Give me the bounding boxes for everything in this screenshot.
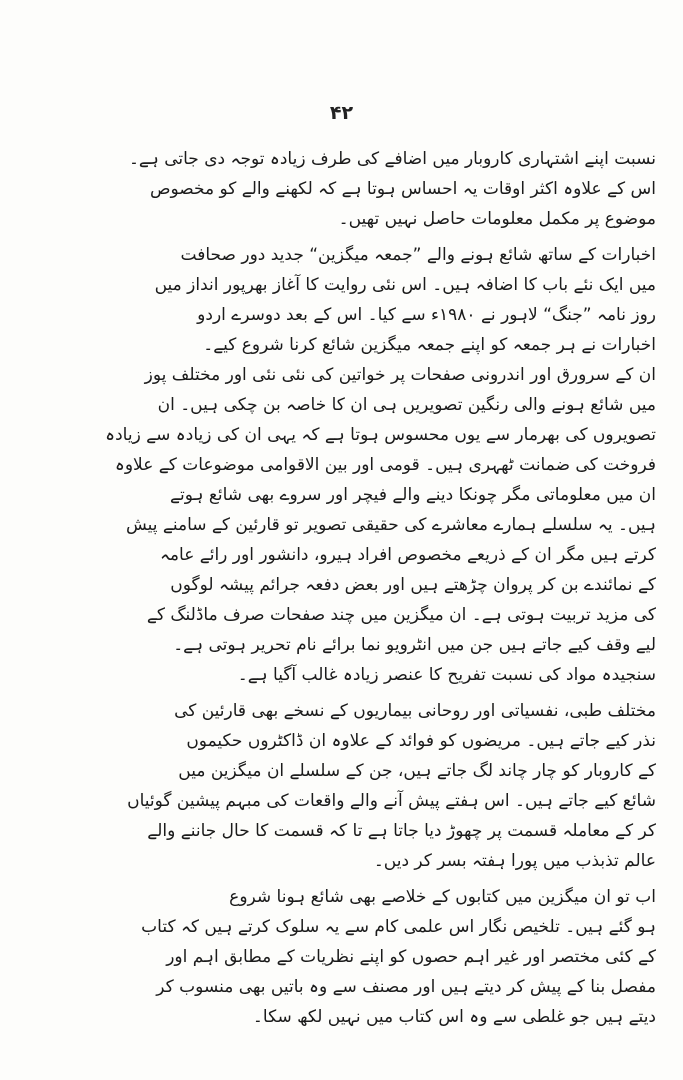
text-line: کے کاروبار کو چار چاند لگ جاتے ہیں، جن کے سلسلے ان میگزین میں: [178, 761, 656, 781]
text-line: مختلف طبی، نفسیاتی اور روحانی بیماریوں کے نسخے بھی قارئین کی: [174, 701, 656, 721]
text-line: ان کے سرورق اور اندرونی صفحات پر خواتین کی نئی نئی اور مختلف پوز: [144, 365, 656, 385]
text-line: اخبارات نے ہر جمعہ کو اپنے جمعہ میگزین شائع کرنا شروع کیے۔: [203, 335, 656, 355]
text-line: دیتے ہیں جو غلطی سے وہ اس کتاب میں نہیں لکھ سکا۔: [252, 1007, 656, 1027]
text-line: مفصل بنا کے پیش کر دیتے ہیں اور مصنف سے وہ باتیں بھی منسوب کر: [156, 977, 656, 997]
text-line: نذر کیے جاتے ہیں۔ مریضوں کو فوائد کے علاوہ ان ڈاکٹروں حکیموں: [186, 731, 656, 751]
text-line: فروخت کی ضمانت ٹھہری ہیں۔ قومی اور بین الاقوامی موضوعات کے علاوہ: [114, 455, 656, 475]
text-line: تصویروں کی بھرمار سے یوں محسوس ہوتا ہے کہ یہی ان کی زیادہ سے زیادہ: [105, 425, 656, 445]
text-line: ہو گئے ہیں۔ تلخیص نگار اس علمی کام سے یہ سلوک کرتے ہیں کہ کتاب: [141, 917, 656, 937]
text-line: روز نامہ ”جنگ“ لاہور نے ۱۹۸۰ء سے کیا۔ اس کے بعد دوسرے اردو: [197, 305, 656, 325]
text-line: شائع کیے جاتے ہیں۔ اس ہفتے پیش آنے والے واقعات کی مبہم پیشین گوئیاں: [127, 791, 656, 811]
text-line: موضوع پر مکمل معلومات حاصل نہیں تھیں۔: [338, 209, 656, 229]
text-line: سنجیدہ مواد کی نسبت تفریح کا عنصر زیادہ غالب آگیا ہے۔: [237, 665, 656, 685]
text-line: ہیں۔ یہ سلسلے ہمارے معاشرے کی حقیقی تصویر تو قارئین کے سامنے پیش: [125, 515, 656, 535]
text-line: اس کے علاوہ اکثر اوقات یہ احساس ہوتا ہے کہ لکھنے والے کو مخصوص: [149, 179, 656, 199]
text-line: کرتے ہیں مگر ان کے ذریعے مخصوص افراد ہیرو، دانشور اور رائے عامہ: [159, 545, 656, 565]
text-line: کے کئی مختصر اور غیر اہم حصوں کو اپنے نظریات کے مطابق اہم اور: [166, 947, 656, 967]
body-text: [36, 144, 656, 1032]
text-line: اب تو ان میگزین میں کتابوں کے خلاصے بھی شائع ہونا شروع: [229, 887, 656, 907]
page-number: ۴۲: [329, 102, 354, 124]
text-line: میں ایک نئے باب کا اضافہ ہیں۔ اس نئی روایت کا آغاز بھرپور انداز میں: [154, 275, 656, 295]
text-line: میں شائع ہونے والی رنگین تصویریں ہی ان کا خاصہ بن چکی ہیں۔ ان: [157, 395, 656, 415]
text-line: نسبت اپنے اشتہاری کاروبار میں اضافے کی طرف زیادہ توجہ دی جاتی ہے۔: [128, 149, 656, 169]
text-line: اخبارات کے ساتھ شائع ہونے والے ”جمعہ میگزین“ جدید دور صحافت: [180, 245, 656, 265]
text-line: کے نمائندے بن کر پروان چڑھتے ہیں اور بعض دفعہ جرائم پیشہ لوگوں: [170, 575, 656, 595]
text-line: کر کے معاملہ قسمت پر چھوڑ دیا جاتا ہے تا کہ قسمت کا حال جاننے والے: [147, 821, 656, 841]
text-line: کی مزید تربیت ہوتی ہے۔ ان میگزین میں چند صفحات صرف ماڈلنگ کے: [146, 605, 656, 625]
text-line: عالم تذبذب میں پورا ہفتہ بسر کر دیں۔: [373, 851, 656, 871]
text-line: ان میں معلوماتی مگر چونکا دینے والے فیچر اور سروے بھی شائع ہوتے: [170, 485, 656, 505]
text-line: لیے وقف کیے جاتے ہیں جن میں انٹرویو نما برائے نام تحریر ہوتی ہے۔: [173, 635, 656, 655]
